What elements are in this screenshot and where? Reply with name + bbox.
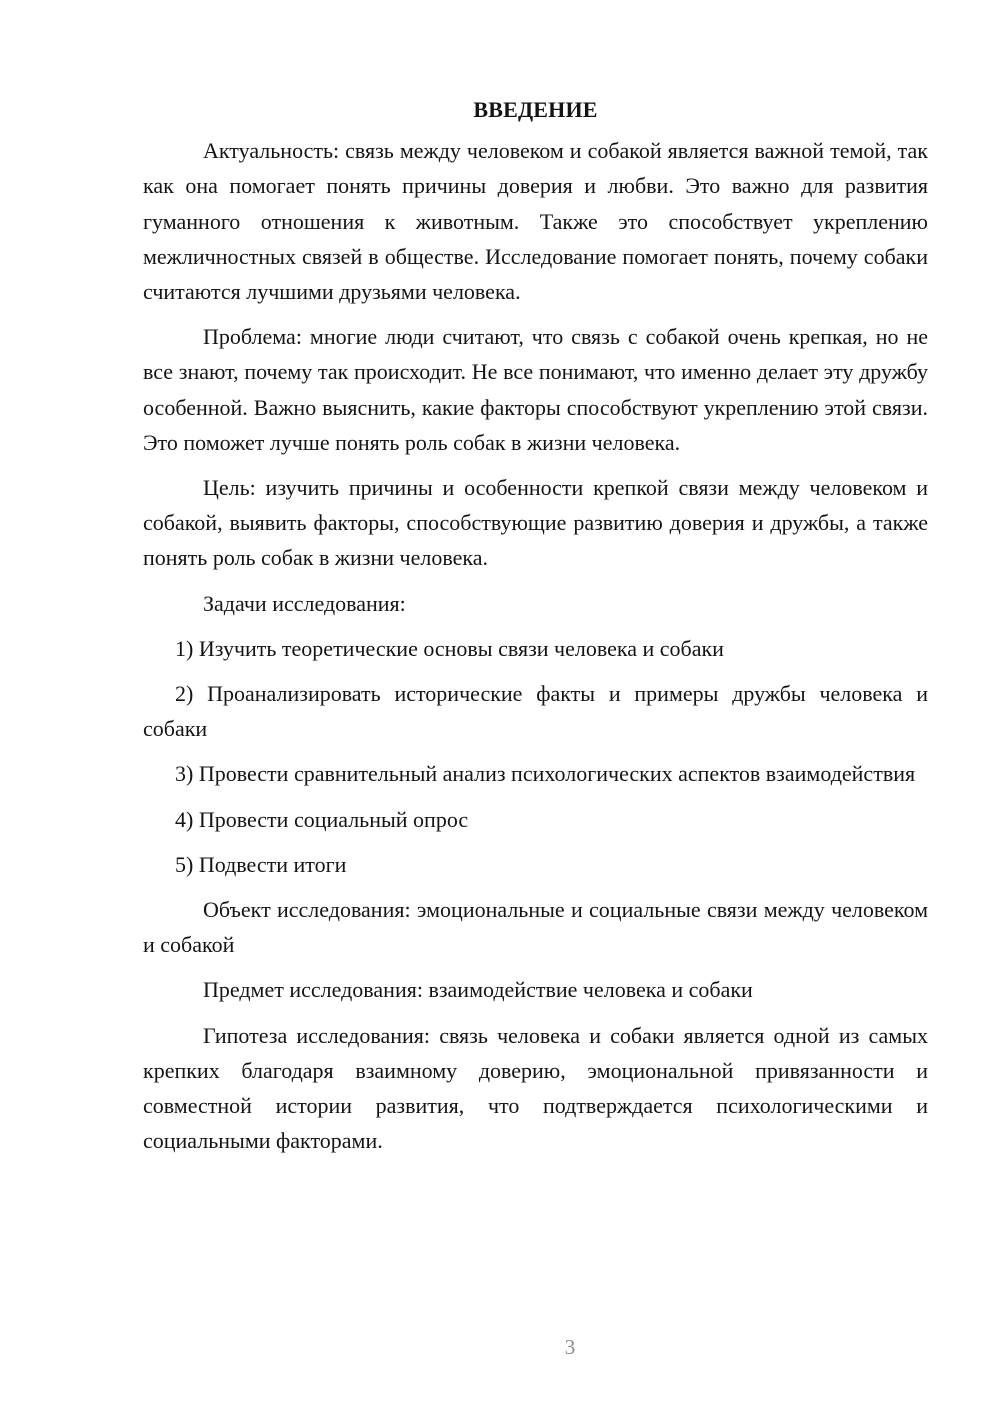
task-item-3: 3) Провести сравнительный анализ психологических аспектов взаимодействия — [175, 761, 916, 787]
paragraph-problem: Проблема: многие люди считают, что связь с собакой очень крепкая, но не все знают, почему так происходит. Не все понимают, что именно делает эту дружбу особенной. Важно выяснить, какие факторы способствуют укреплению этой связи. Это поможет лучше понять роль собак в жизни человека. — [143, 324, 928, 455]
paragraph-goal: Цель: изучить причины и особенности крепкой связи между человеком и собакой, выявить факторы, способствующие развитию доверия и дружбы, а также понять роль собак в жизни человека. — [143, 475, 928, 571]
paragraph-relevance: Актуальность: связь между человеком и собакой является важной темой, так как она помогает понять причины доверия и любви. Это важно для развития гуманного отношения к животным. Также это способствует укреплению межличностных связей в обществе. Исследование помогает понять, почему собаки считаются лучшими друзьями человека. — [143, 138, 928, 305]
task-item-5: 5) Подвести итоги — [175, 851, 347, 877]
paragraph-subject: Предмет исследования: взаимодействие человека и собаки — [203, 977, 753, 1003]
paragraph-tasks-heading: Задачи исследования: — [203, 590, 406, 616]
paragraph-hypothesis: Гипотеза исследования: связь человека и собаки является одной из самых крепких благодаря взаимному доверию, эмоциональной привязанности и совместной истории развития, что подтверждается психологическими и социальными факторами. — [143, 1022, 928, 1154]
paragraph-object: Объект исследования: эмоциональные и социальные связи между человеком и собакой — [143, 897, 928, 958]
task-item-1: 1) Изучить теоретические основы связи человека и собаки — [175, 635, 724, 661]
page-body — [143, 92, 928, 1168]
section-title: ВВЕДЕНИЕ — [473, 97, 598, 122]
task-item-4: 4) Провести социальный опрос — [175, 806, 469, 832]
task-item-2: 2) Проанализировать исторические факты и примеры дружбы человека и собаки — [143, 681, 928, 742]
page-number: 3 — [564, 1335, 576, 1359]
